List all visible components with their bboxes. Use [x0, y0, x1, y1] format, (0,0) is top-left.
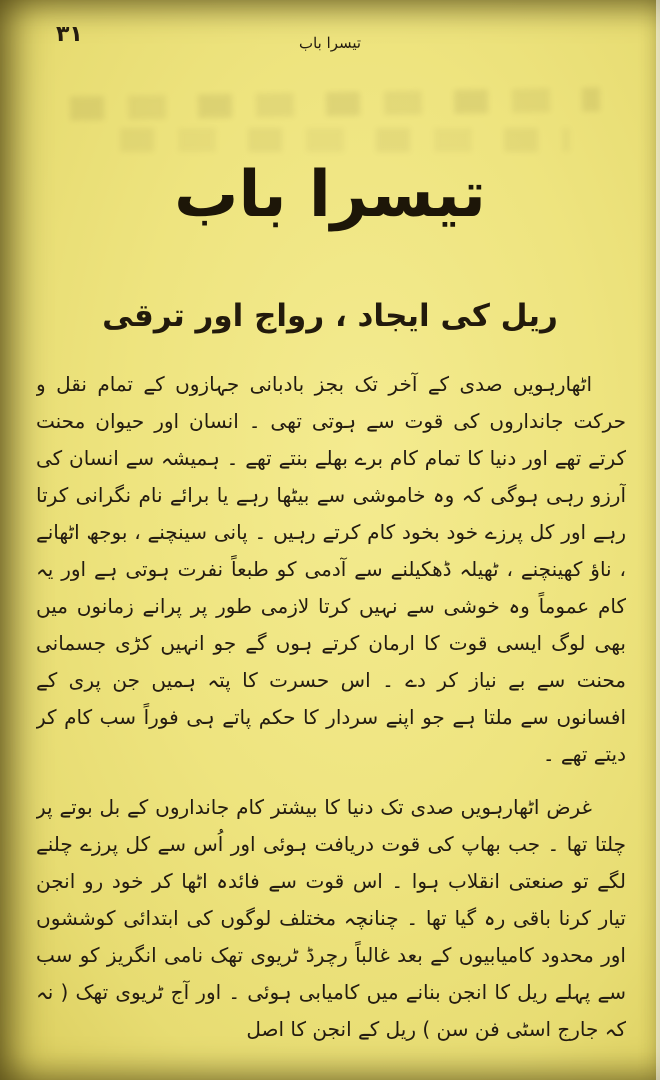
body-text	[36, 366, 626, 1054]
chapter-subtitle: ریل کی ایجاد ، رواج اور ترقی	[102, 298, 558, 334]
chapter-title: تیسرا باب	[174, 158, 486, 232]
running-head: تیسرا باب	[298, 33, 362, 53]
bleed-through-text	[70, 87, 600, 120]
paragraph: اٹھارہویں صدی کے آخر تک بجز بادبانی جہازوں کے تمام نقل و حرکت جانداروں کی قوت سے ہوتی تھی ۔ انسان اور حیوان محنت کرتے تھے اور دنیا کا تمام کام برے بھلے بنتے تھے ۔ ہمیشہ سے انسان کی آرزو رہی ہوگی کہ وہ خاموشی سے بیٹھا رہے یا برائے نام نگرانی کرتا رہے اور کل پرزے خود بخود کام کرتے رہیں ۔ پانی سینچنے ، بوجھ اٹھانے ، ناؤ کھینچنے ، ٹھیلہ ڈھکیلنے سے آدمی کو طبعاً نفرت ہوتی ہے اور یہ کام عموماً وہ خوشی سے نہیں کرتا لازمی طور پر پرانے زمانوں میں بھی لوگ ایسی قوت کا ارمان کرتے ہوں گے جو انہیں کڑی جسمانی محنت سے بے نیاز کر دے ۔ اس حسرت کا پتہ ہمیں جن پری کے افسانوں سے ملتا ہے جو اپنے سردار کا حکم پاتے ہی فوراً سب کام کر دیتے تھے ۔	[36, 372, 626, 766]
bleed-through-text	[120, 128, 570, 152]
paragraph: غرض اٹھارہویں صدی تک دنیا کا بیشتر کام جانداروں کے بل بوتے پر چلتا تھا ۔ جب بھاپ کی قوت دریافت ہوئی اور اُس سے کل پرزے چلنے لگے تو صنعتی انقلاب ہوا ۔ اس قوت سے فائدہ اٹھا کر خود رو انجن تیار کرنا باقی رہ گیا تھا ۔ چنانچہ مختلف لوگوں کی ابتدائی کوششوں اور محدود کامیابیوں کے بعد غالباً رچرڈ ٹریوی تھک نامی انگریز کو سب سے پہلے ریل کا انجن بنانے میں کامیابی ہوئی ۔ اور آج ٹریوی تھک ( نہ کہ جارج اسٹی فن سن ) ریل کے انجن کا اصل	[36, 795, 626, 1041]
page-number: ۳۱	[56, 22, 83, 47]
scan-edge-highlight	[656, 0, 660, 1080]
